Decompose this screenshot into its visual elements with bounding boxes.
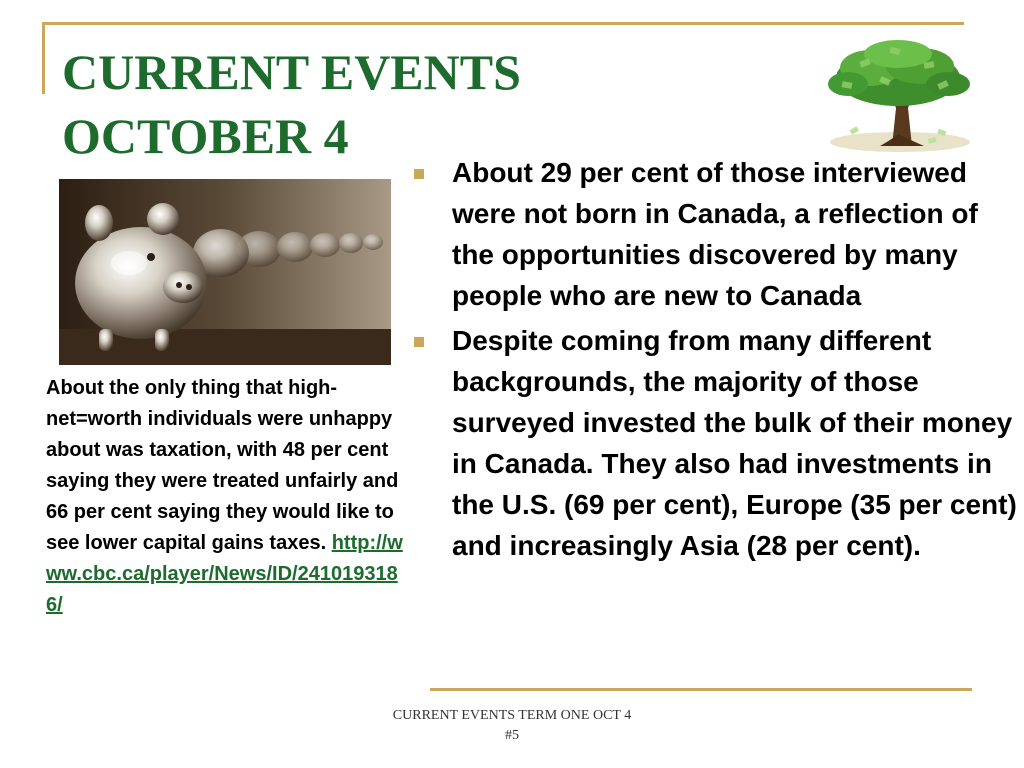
bullet-text: About 29 per cent of those interviewed were not born in Canada, a reflection of the opportunities discovered by many people who are new to Canada [452,157,978,311]
money-tree-icon [820,38,978,154]
slide-title [62,40,622,168]
frame-bottom-line [430,688,972,691]
caption-text: About the only thing that high-net=worth individuals were unhappy about was taxation, with 48 per cent saying they were treated unfairly and 66 per cent saying they would like to see lower capital gains taxes. [46,377,399,554]
frame-left-line [42,22,45,94]
title-line-1: CURRENT EVENTS [62,44,521,100]
piggy-bank-row-photo [59,179,391,365]
cbc-video-link[interactable]: http://www.cbc.ca/player/News/ID/2410193186/ [46,532,403,616]
slide-footer [340,706,684,746]
bullet-list [412,152,1018,570]
bullet-text: Despite coming from many different backgrounds, the majority of those surveyed invested the bulk of their money in Canada. They also had investments in the U.S. (69 per cent), Europe (35 per cent) and increasingly Asia (28 per cent). [452,325,1017,561]
image-caption [46,373,408,621]
footer-line-1: CURRENT EVENTS TERM ONE OCT 4 [392,708,632,723]
footer-line-2: #5 [505,728,519,743]
title-line-2: OCTOBER 4 [62,108,349,164]
bullet-square-icon [414,337,424,347]
frame-top-line [42,22,964,25]
bullet-item-born-abroad [412,152,1018,316]
bullet-item-investments [412,320,1018,566]
bullet-square-icon [414,169,424,179]
